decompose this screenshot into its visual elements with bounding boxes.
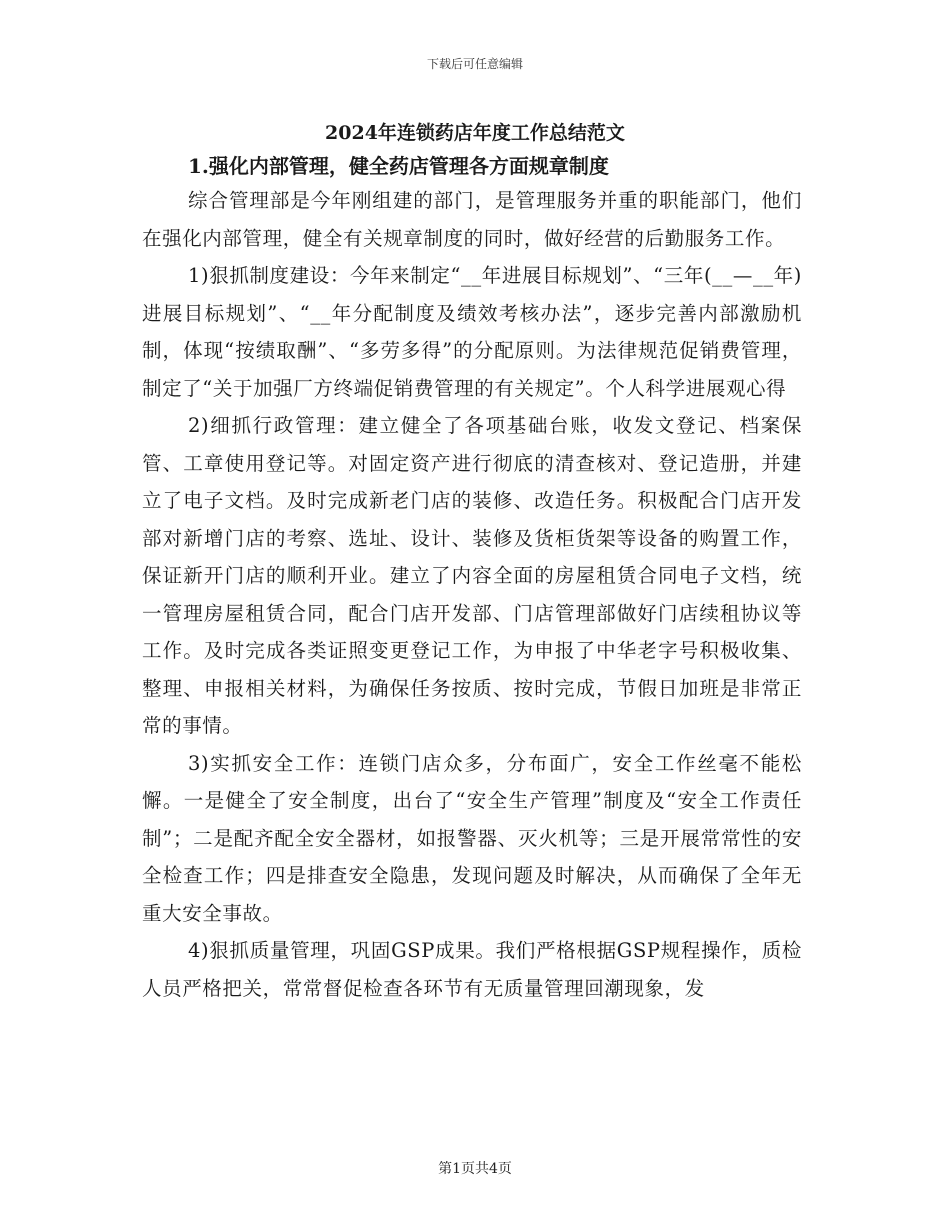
section-title: 1.强化内部管理，健全药店管理各方面规章制度: [188, 154, 609, 178]
paragraph-intro: 综合管理部是今年刚组建的部门，是管理服务并重的职能部门，他们在强化内部管理，健全有关规章制度的同时，做好经营的后勤服务工作。: [142, 189, 802, 250]
paragraph-item-1: 1)狠抓制度建设：今年来制定“__年进展目标规划”、“三年(__—__年)进展目标规划”、“__年分配制度及绩效考核办法”，逐步完善内部激励机制，体现“按绩取酬”、“多劳多得”的分配原则。为法律规范促销费管理，制定了“关于加强厂方终端促销费管理的有关规定”。个人科学进展观心得: [142, 264, 802, 400]
paragraph-item-3: 3)实抓安全工作：连锁门店众多，分布面广，安全工作丝毫不能松懈。一是健全了安全制度，出台了“安全生产管理”制度及“安全工作责任制”；二是配齐配全安全器材，如报警器、灭火机等；三是开展常常性的安全检查工作；四是排查安全隐患，发现问题及时解决，从而确保了全年无重大安全事故。: [142, 751, 802, 925]
document-body: [142, 182, 802, 1007]
paragraph-item-4: 4)狠抓质量管理，巩固GSP成果。我们严格根据GSP规程操作，质检人员严格把关，常常督促检查各环节有无质量管理回潮现象，发: [142, 939, 802, 1000]
document-title: 2024年连锁药店年度工作总结范文: [325, 122, 625, 144]
header-note: 下载后可任意编辑: [426, 57, 523, 71]
paragraph-item-2: 2)细抓行政管理：建立健全了各项基础台账，收发文登记、档案保管、工章使用登记等。对固定资产进行彻底的清查核对、登记造册，并建立了电子文档。及时完成新老门店的装修、改造任务。积极配合门店开发部对新增门店的考察、选址、设计、装修及货柜货架等设备的购置工作，保证新开门店的顺利开业。建立了内容全面的房屋租赁合同电子文档，统一管理房屋租赁合同，配合门店开发部、门店管理部做好门店续租协议等工作。及时完成各类证照变更登记工作，为申报了中华老字号积极收集、整理、申报相关材料，为确保任务按质、按时完成，节假日加班是非常正常的事情。: [142, 414, 802, 737]
page-footer: 第1页共4页: [438, 1161, 512, 1177]
